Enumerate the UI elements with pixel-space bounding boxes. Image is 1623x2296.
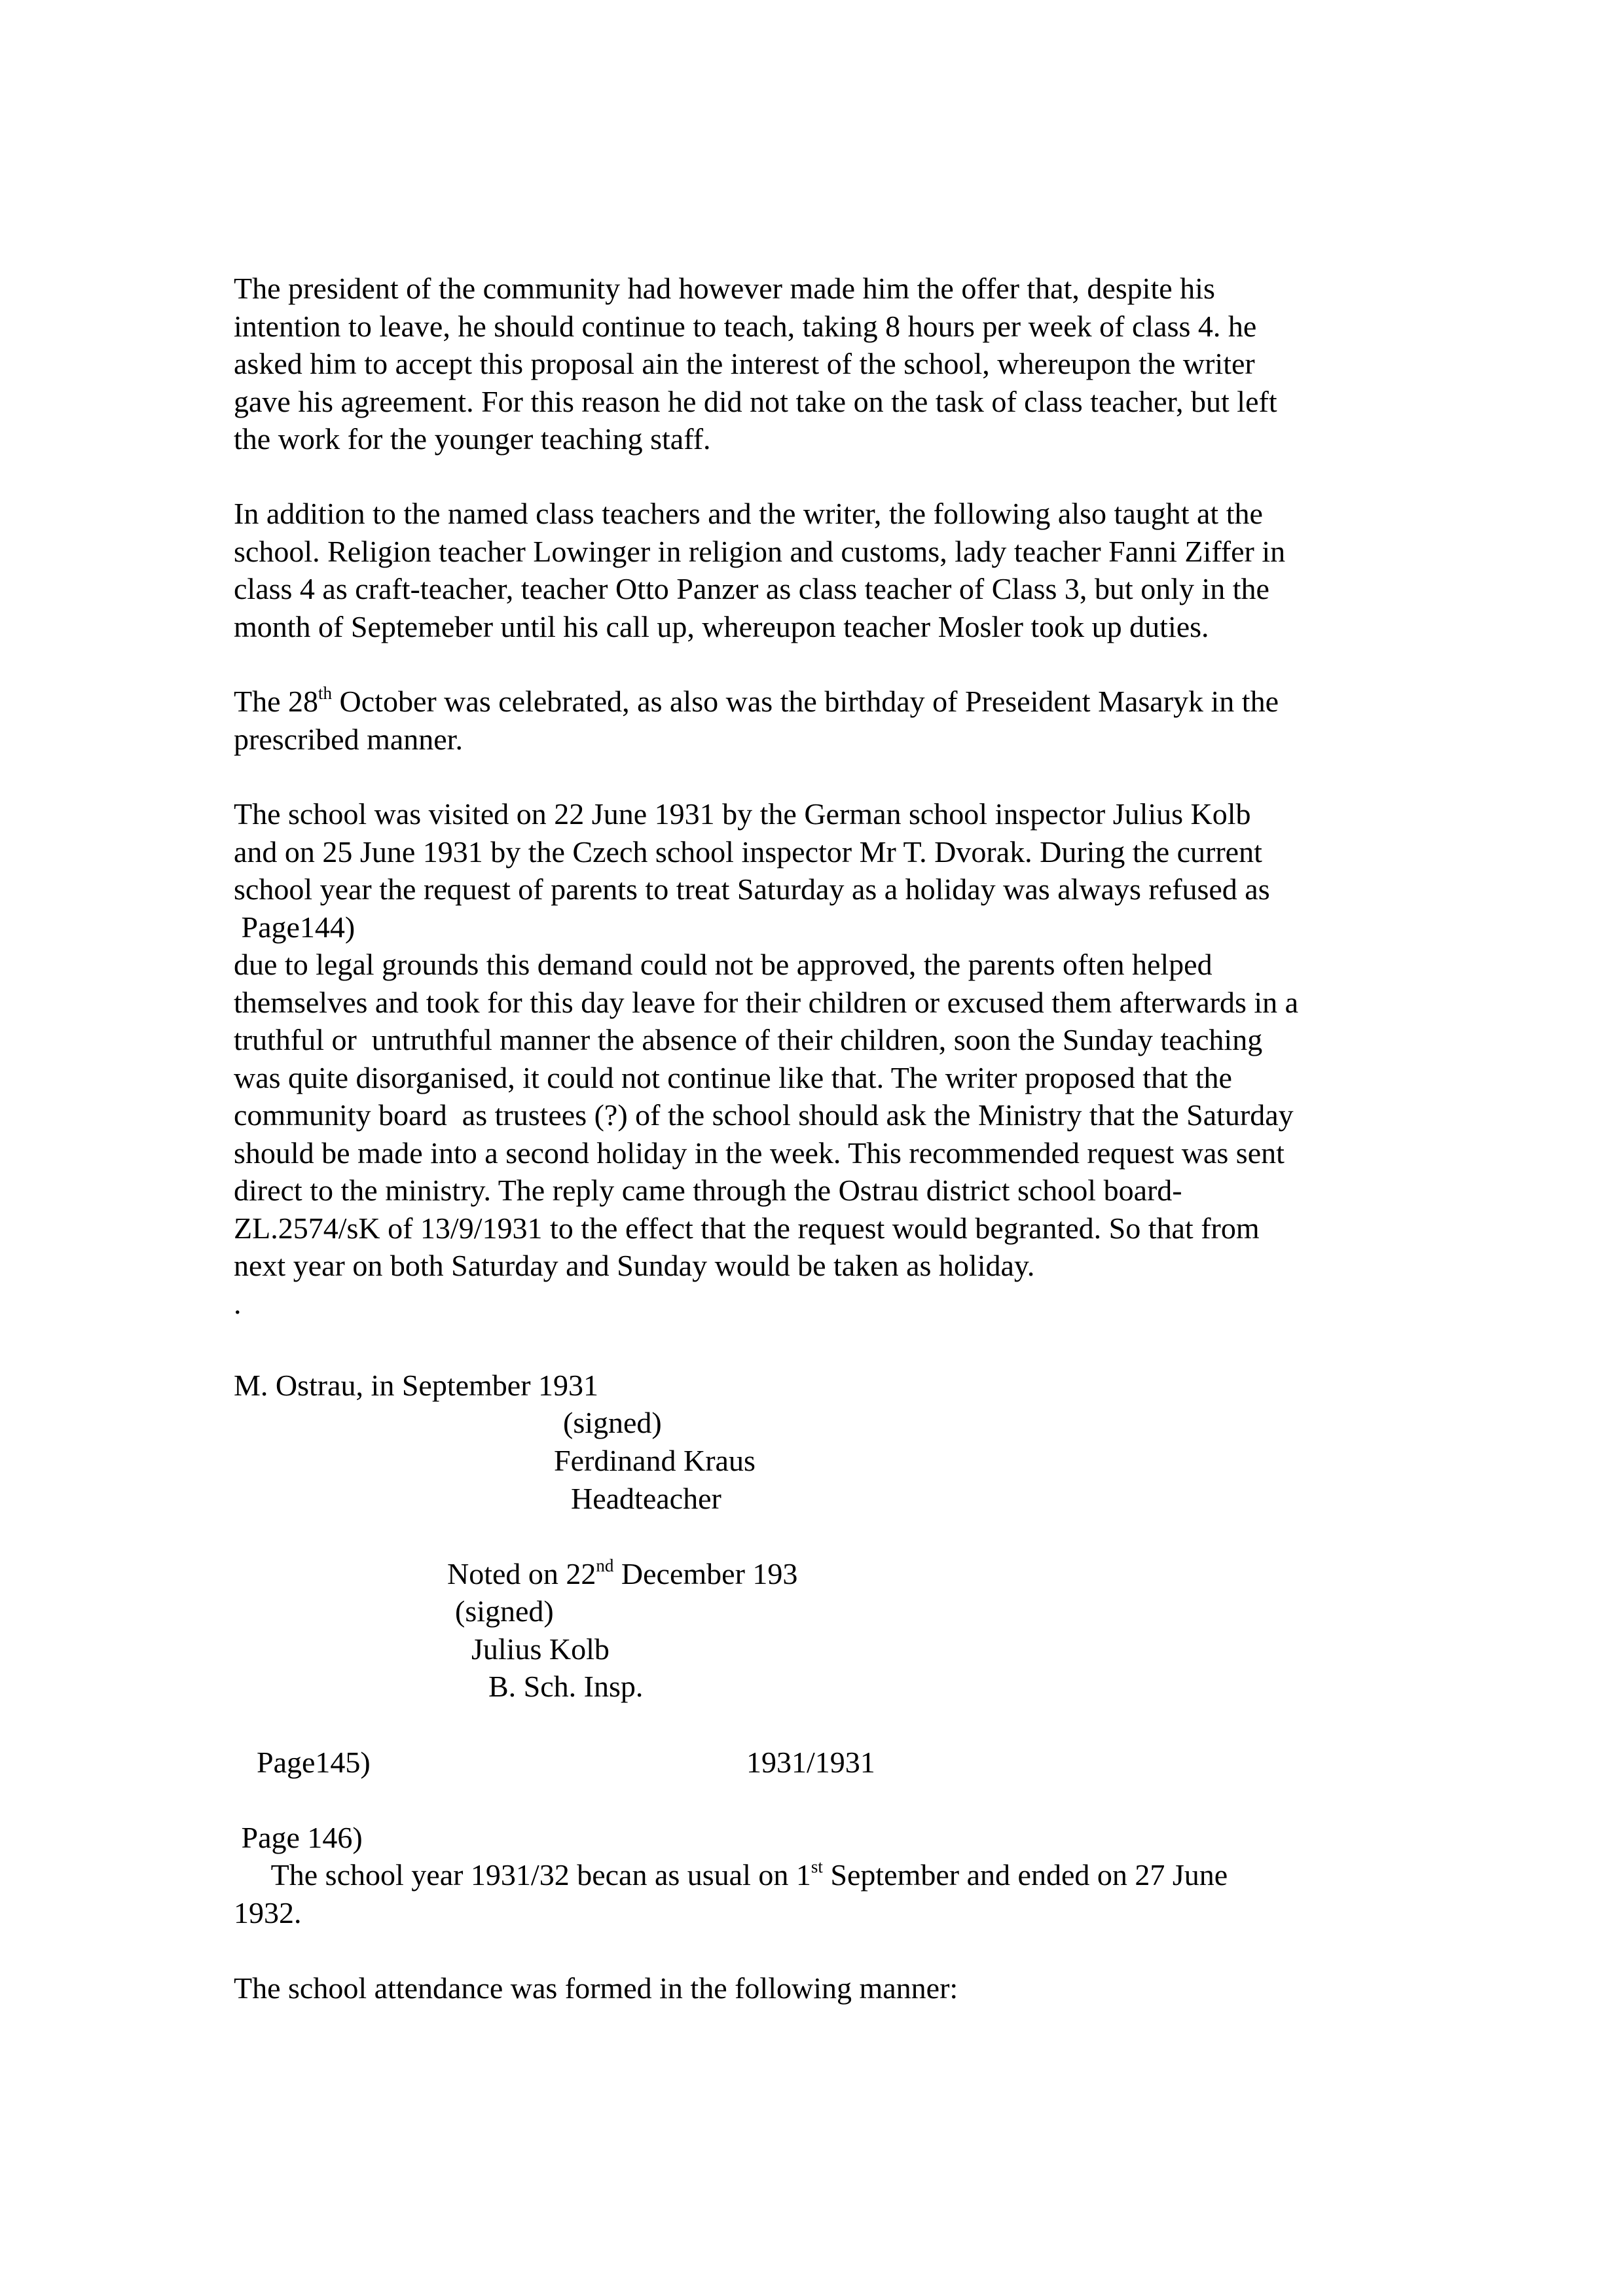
paragraph-1: [234, 270, 1412, 458]
text-fragment: The 28: [234, 685, 319, 718]
ordinal-superscript: th: [318, 683, 333, 703]
text-line: [234, 1856, 1412, 1894]
text-line: due to legal grounds this demand could not be approved, the parents often helped: [234, 948, 1213, 981]
page-marker-146: Page 146): [234, 1821, 363, 1854]
text-line: themselves and took for this day leave for their children or excused them afterwards in a: [234, 985, 1299, 1019]
text-line: school year the request of parents to treat Saturday as a holiday was always refused as: [234, 872, 1270, 906]
text-line: school. Religion teacher Lowinger in religion and customs, lady teacher Fanni Ziffer in: [234, 534, 1286, 568]
page-marker-144: Page144): [234, 910, 356, 944]
text-line: asked him to accept this proposal ain the interest of the school, whereupon the writer: [234, 347, 1255, 380]
text-fragment: October was celebrated, as also was the birthday of Preseident Masaryk in the: [332, 685, 1279, 718]
ordinal-superscript: nd: [596, 1556, 614, 1575]
text-line: The school was visited on 22 June 1931 by the German school inspector Julius Kolb: [234, 797, 1251, 831]
signatory-name: Ferdinand Kraus: [554, 1444, 756, 1477]
paragraph-3: [234, 683, 1412, 758]
paragraph-5: [234, 1856, 1412, 1931]
text-line: direct to the ministry. The reply came through the Ostrau district school board-: [234, 1174, 1182, 1207]
paragraph-6: [234, 1969, 1412, 2007]
text-line: truthful or untruthful manner the absence of their children, soon the Sunday teaching: [234, 1023, 1263, 1056]
signed-note: (signed): [455, 1594, 554, 1628]
stray-dot: .: [234, 1286, 242, 1320]
text-line: should be made into a second holiday in the week. This recommended request was sent: [234, 1136, 1285, 1170]
text-line: gave his agreement. For this reason he did not take on the task of class teacher, but left: [234, 384, 1277, 418]
text-fragment: December 193: [613, 1557, 798, 1590]
text-line: The president of the community had however made him the offer that, despite his: [234, 272, 1215, 305]
school-year-range: 1931/1931: [746, 1746, 875, 1779]
page-marker-145: Page145): [257, 1746, 371, 1779]
text-line: and on 25 June 1931 by the Czech school inspector Mr T. Dvorak. During the current: [234, 834, 1262, 869]
text-line: was quite disorganised, it could not continue like that. The writer proposed that the: [234, 1060, 1232, 1094]
signed-note: (signed): [563, 1406, 662, 1439]
text-line: month of Septemeber until his call up, whereupon teacher Mosler took up duties.: [234, 609, 1209, 643]
text-fragment: The school year 1931/32 becan as usual on 1: [234, 1858, 811, 1892]
text-line: intention to leave, he should continue to teach, taking 8 hours per week of class 4. he: [234, 309, 1257, 343]
text-line: next year on both Saturday and Sunday would be taken as holiday.: [234, 1249, 1035, 1282]
text-line: 1932.: [234, 1895, 302, 1929]
text-line: class 4 as craft-teacher, teacher Otto Panzer as class teacher of Class 3, but only in the: [234, 572, 1269, 605]
inspector-name: Julius Kolb: [471, 1632, 610, 1666]
text-line: [234, 683, 1412, 721]
text-line: community board as trustees (?) of the school should ask the Ministry that the Saturday: [234, 1098, 1294, 1132]
signatory-title: Headteacher: [571, 1482, 721, 1515]
paragraph-2: [234, 495, 1412, 645]
text-line: The school attendance was formed in the following manner:: [234, 1971, 958, 2005]
paragraph-4: [234, 795, 1412, 1322]
noted-date: [447, 1555, 797, 1593]
ordinal-superscript: st: [811, 1857, 823, 1876]
place-date: M. Ostrau, in September 1931: [234, 1369, 599, 1402]
inspector-title: B. Sch. Insp.: [488, 1670, 644, 1703]
text-fragment: September and ended on 27 June: [822, 1858, 1228, 1892]
text-line: ZL.2574/sK of 13/9/1931 to the effect that the request would begranted. So that from: [234, 1211, 1260, 1245]
text-line: the work for the younger teaching staff.: [234, 422, 711, 456]
text-fragment: Noted on 22: [447, 1557, 596, 1590]
text-line: prescribed manner.: [234, 722, 463, 756]
text-line: In addition to the named class teachers and the writer, the following also taught at the: [234, 497, 1263, 530]
